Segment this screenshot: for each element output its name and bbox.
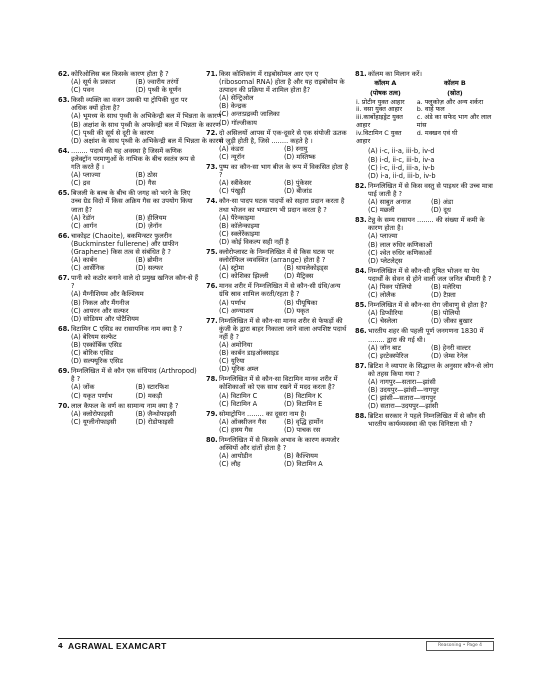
match-codes	[355, 147, 494, 179]
options	[58, 214, 200, 230]
option[interactable]: (C) यूरिया	[219, 357, 245, 366]
match-table	[355, 79, 494, 145]
question-text: ब्रिटिश ने व्यापार के सिद्धान्त के अनुसार कौन-से लोग को तहस किया गया ?	[368, 361, 494, 378]
option[interactable]: (D) मस्तिष्क	[284, 152, 316, 161]
options	[206, 299, 349, 315]
option[interactable]: (A) बेरियम सल्फेट	[71, 332, 117, 341]
option[interactable]: (A) स्ट्रोमा	[219, 264, 244, 273]
question-number: 86.	[355, 327, 367, 336]
page-footer	[58, 638, 494, 651]
match-a-3: iii.कार्बोहाइड्रेट युक्त आहार	[356, 113, 403, 130]
question-72	[206, 129, 349, 161]
option[interactable]: (D) i-a, ii-d, iii-b, iv-b	[368, 171, 436, 180]
options	[206, 452, 349, 468]
column-b-subheading: (स्रोत)	[447, 88, 463, 97]
question-text: निम्नलिखित में से किसके अभाव के कारण कमजोर अस्थियों और दांतों होता है ?	[219, 436, 340, 453]
option[interactable]: (D) टैफ़्ता	[431, 291, 456, 300]
option[interactable]: (B) हीलियम	[135, 213, 167, 222]
question-text: ब्रिटिश सरकार ने पहले निम्नलिखित में से कौन सी भारतीय कार्यव्यवस्था की एक विनिष्टता थी ?	[368, 412, 486, 429]
option[interactable]: (A) स्त्रीकेसर	[219, 179, 251, 188]
option[interactable]: (B) जैन्थोफाइसी	[135, 409, 177, 418]
option[interactable]: (A) साबुत अनाज	[368, 198, 411, 207]
question-text: बिजली के बल्ब के बीच की जगह को भरने के लिए उच्च ग्रेड विदो में किस अक्रिय गैस का उपयोग किया जाता है?	[71, 189, 193, 214]
question-78	[206, 375, 349, 407]
option[interactable]: (B) ज्वारीय तरंगों	[135, 78, 179, 87]
option[interactable]: (D) सल्फ्यूरिक एसिड	[71, 357, 123, 366]
question-text: किसी व्यक्ति का वजन उसकी या ट्रोपिकी धुरा पर अधिक क्यों होता है?	[71, 96, 188, 113]
option[interactable]: (D) पृथ्वी के घूर्णन	[135, 86, 182, 95]
question-number: 85.	[355, 301, 367, 310]
options	[355, 198, 494, 214]
question-text: भारतीय शहर की पहली पूर्ण जनगणना 1830 में ........ द्वारा की गई थी।	[368, 327, 484, 344]
option[interactable]: (C) बोरिक एसिड	[71, 349, 114, 358]
options	[355, 232, 494, 264]
option[interactable]: (D) ज़ेनॉन	[135, 221, 162, 230]
column-a-subheading: (पोषक तत्व)	[369, 88, 401, 97]
question-text: कौन-सा पादप घटक पादपों को सहारा प्रदान करता है तथा भोजन का भण्डारण भी प्रदान करता है ?	[219, 197, 345, 214]
question-number: 64.	[58, 146, 70, 155]
question-number: 71.	[206, 70, 218, 78]
question-text: सोमाट्रोपिन ........ का दूसरा नाम है।	[219, 409, 307, 418]
option[interactable]: (A) रेडॉन	[71, 213, 95, 222]
option[interactable]: (B) ब्रोमीन	[135, 256, 163, 265]
question-82	[355, 182, 494, 214]
option[interactable]: (C) पृथ्वी की सूर्य से दूरी के कारण	[71, 128, 154, 137]
option[interactable]: (D) विटामिन E	[284, 399, 323, 408]
page-number: 4	[58, 642, 63, 650]
options	[206, 341, 349, 373]
option[interactable]: (B) अक्षांश के साथ पृथ्वी के अपकेन्द्री बल में भिन्नता के कारण	[71, 120, 220, 129]
option[interactable]: (D) यूरिक अम्ल	[219, 365, 259, 374]
option[interactable]: (C) यकृत पर्णाभ	[71, 391, 113, 400]
option[interactable]: (D) सल्फर	[135, 264, 163, 273]
question-number: 88.	[355, 412, 367, 421]
column-3-questions	[355, 182, 494, 429]
option[interactable]: (C) मछली	[368, 206, 395, 215]
question-number: 87.	[355, 361, 367, 370]
question-text: मानव शरीर में निम्नलिखित में से कौन-सी ग्रंथि/अन्य ग्रंथि स्राव शामिल करती/रहता है ?	[219, 282, 341, 299]
option[interactable]: (D) सोडियम और पोटैशियम	[71, 314, 139, 323]
option[interactable]: (D) सतारा—उदयपुर—झांसी	[368, 402, 439, 411]
options	[206, 145, 349, 161]
option[interactable]: (D) बीजांड	[284, 187, 312, 196]
option[interactable]: (D) कोई विकल्प सही नहीं है	[219, 237, 289, 246]
question-text: क्लोरोप्लास्ट के निम्नलिखित में से किस घटक पर क्लोरोफिल व्यवस्थित (arrange) होता है ?	[219, 247, 334, 265]
option[interactable]: (B) हेनरी वाल्टर	[431, 343, 471, 352]
option[interactable]: (C) यूग्लीनोफाइसी	[71, 417, 117, 426]
question-71	[206, 70, 349, 127]
question-number: 70.	[58, 401, 70, 410]
option[interactable]: (A) प्लाज्मा	[368, 232, 398, 241]
question-86	[355, 327, 494, 359]
option[interactable]: (C) कोशिका झिल्ली	[219, 272, 269, 281]
question-number: 83.	[355, 216, 367, 225]
options	[206, 214, 349, 246]
options	[58, 256, 200, 272]
option[interactable]: (B) वृद्धि हार्मोन	[284, 417, 324, 426]
question-76	[206, 282, 349, 314]
question-66	[58, 232, 200, 272]
option[interactable]: (B) स्टारफिश	[135, 383, 169, 392]
question-number: 68.	[58, 324, 70, 333]
option[interactable]: (A) पिक्न पोलियो	[368, 282, 412, 291]
question-number: 76.	[206, 282, 218, 291]
match-a-2: ii. वसा युक्त आहार	[356, 105, 403, 114]
option[interactable]: (D) दूध	[431, 206, 451, 215]
option[interactable]: (A) i-c, ii-a, iii-b, iv-d	[368, 147, 435, 156]
option[interactable]: (A) क्लोरोफाइसी	[71, 409, 114, 418]
option[interactable]: (D) मकड़ी	[135, 391, 163, 400]
option[interactable]: (B) i-d, ii-c, iii-b, iv-a	[368, 155, 435, 164]
option[interactable]: (C) पवन	[71, 86, 94, 95]
question-number: 73.	[206, 163, 218, 172]
question-69	[58, 367, 200, 399]
question-number: 78.	[206, 375, 218, 384]
options	[58, 410, 200, 426]
option[interactable]: (C) अन्तःप्रद्रव्यी जालिका	[219, 110, 280, 119]
option[interactable]: (C) विटामिन A	[219, 399, 258, 408]
question-text: लाल कैफल के वर्ण का सामान्य नाम क्या है ?	[71, 401, 179, 410]
footer-stamp: Reasoning • Page 4	[426, 641, 494, 651]
question-number: 82.	[355, 181, 367, 190]
option[interactable]: (C) द्रव	[71, 179, 91, 188]
option[interactable]: (A) पर्णाभ	[219, 298, 246, 307]
option[interactable]: (A) जोंक	[71, 383, 95, 392]
match-b-2: b. वाहे फल	[416, 105, 445, 114]
question-text: निम्नलिखित में से कौन-सा विटामिन मानव शरीर में कोशिकाओं को एक साथ रखने में मदद करता है?	[219, 375, 338, 392]
option[interactable]: (B) विटामिन K	[284, 391, 322, 400]
option[interactable]: (D) रोडोफाइसी	[135, 417, 174, 426]
question-text: विटामिन C एसिड का रासायनिक नाम क्या है ?	[71, 324, 183, 333]
option[interactable]: (C) आर्सेनिक	[71, 264, 105, 273]
question-text: निम्नलिखित में से कौन-सा रोग जीवाणु से होता है?	[368, 301, 488, 310]
option[interactable]: (B) एस्कॉर्बिक एसिड	[71, 341, 122, 349]
option[interactable]: (A) अमोनिया	[219, 341, 253, 349]
question-text: निम्नलिखित में से कौन-सी दूषित भोजन या पेय पदार्थों के सेवन से होने वाली जल जनित बीमारी है ?	[368, 266, 492, 283]
options	[58, 333, 200, 365]
match-b-3: c. अंडे का सफेद भाग और लाल मांस	[416, 113, 492, 130]
option[interactable]: (C) श्वेत रुधिर कणिकाओं	[368, 248, 432, 257]
question-67	[58, 274, 200, 323]
question-62	[58, 70, 200, 94]
question-81	[355, 70, 494, 180]
option[interactable]: (A) मैग्नीशियम और कैल्शियम	[71, 290, 144, 299]
question-number: 75.	[206, 247, 218, 256]
options	[58, 171, 200, 187]
option[interactable]: (C) इरटेक्स्पेरिज	[368, 351, 409, 360]
question-84	[355, 267, 494, 299]
question-70	[58, 402, 200, 426]
options	[206, 179, 349, 195]
question-64	[58, 147, 200, 187]
question-text: पुष्प का कौन-सा भाग बीज के रूप में विकसित होता है ?	[219, 163, 349, 180]
question-text: चाकोइट (Chaoite), बकमिन्स्टर फुलरीन (Buckminster fullerene) और ग्राफीन (Graphene) किस तत्व से संबंधित है ?	[71, 231, 179, 256]
question-65	[58, 189, 200, 229]
question-page	[58, 70, 494, 630]
options	[355, 378, 494, 410]
option[interactable]: (B) मलेरिया	[431, 282, 462, 291]
question-text: कॉलम का मिलान करें।	[368, 70, 422, 78]
match-a-1: i. प्रोटीन युक्त आहार	[356, 97, 405, 106]
option[interactable]: (D) जेम्स रेनेल	[431, 351, 468, 360]
question-number: 77.	[206, 316, 218, 325]
option[interactable]: (C) पंखुड़ी	[219, 187, 246, 196]
options	[355, 344, 494, 360]
option[interactable]: (D) गॉल्जीकाय	[219, 118, 257, 127]
question-number: 63.	[58, 96, 70, 105]
option[interactable]: (D) यकृत	[284, 306, 309, 315]
options	[355, 309, 494, 325]
question-85	[355, 301, 494, 325]
question-number: 67.	[58, 274, 70, 283]
options	[355, 283, 494, 299]
option[interactable]: (B) पीयूषिका	[284, 298, 318, 307]
match-a-4: iv.विटामिन C युक्त आहार	[356, 128, 402, 145]
question-73	[206, 163, 349, 195]
option[interactable]: (D) गैस	[135, 179, 156, 188]
option[interactable]: (C) लौह	[219, 460, 241, 469]
column-a-heading: कॉलम A	[374, 79, 397, 88]
option[interactable]: (B) कैल्शियम	[284, 452, 318, 461]
column-2	[206, 70, 349, 630]
column-b-heading: कॉलम B	[443, 79, 466, 88]
match-b-1: a. फ्लूकोज़ और अन्य शर्करा	[416, 97, 484, 106]
options	[206, 264, 349, 280]
question-number: 72.	[206, 128, 218, 137]
match-b-4: d. मक्खन एवं घी	[416, 128, 458, 137]
option[interactable]: (D) जीका बुखार	[431, 317, 473, 326]
option[interactable]: (C) आयरन और सल्फर	[71, 306, 129, 315]
option[interactable]: (A) भूमध्य के साथ पृथ्वी के अभिकेन्द्री बल में भिन्नता के कारण	[71, 112, 222, 121]
question-number: 66.	[58, 231, 70, 240]
option[interactable]: (D) अक्षांश के साथ पृथ्वी के अभिकेन्द्री बल में भिन्नता के कारण	[71, 136, 224, 145]
question-number: 81.	[355, 70, 367, 78]
brand-logo: AGRAWAL EXAMCART	[68, 641, 167, 651]
question-text: टेन्नु के सम्य रासायन ........ की संख्या में कमी के कारण होता है।	[368, 216, 485, 233]
question-text: निम्नलिखित में से कौन एक संधिपाद (Arthropod) है ?	[71, 367, 197, 384]
option[interactable]: (B) कार्बन डाइऑक्साइड	[219, 349, 279, 358]
option[interactable]: (A) आयोडीन	[219, 452, 252, 461]
option[interactable]: (D) प्लेटलेट्स	[368, 256, 403, 265]
question-text: निम्नलिखित में से किस वस्तु से पाइथर की उच्च मात्रा पाई जाती है ?	[368, 181, 493, 198]
column-3	[355, 70, 494, 630]
options	[206, 392, 349, 408]
options	[58, 290, 200, 322]
option[interactable]: (A) नागपुर—सतारा—झांसी	[368, 378, 436, 386]
option[interactable]: (A) ऑक्सीजन गैस	[219, 417, 267, 426]
question-77	[206, 317, 349, 374]
option[interactable]: (B) थायलेकोइड्स	[284, 264, 328, 273]
option[interactable]: (A) कार्बन	[71, 256, 97, 265]
option[interactable]: (B) निकल और मैंगनीज	[71, 298, 130, 307]
option[interactable]: (B) पोलियो	[431, 309, 460, 318]
option[interactable]: (B) लाल रुधिर कणिकाओं	[368, 240, 433, 249]
option[interactable]: (A) कंडरा	[219, 144, 244, 153]
question-text: कोरिओलिस बल किसके कारण होता है ?	[71, 70, 169, 78]
options	[206, 94, 349, 126]
options	[58, 78, 200, 94]
option[interactable]: (C) स्क्लेरेंकाइमा	[219, 229, 260, 238]
option[interactable]: (B) ठोस	[135, 171, 158, 180]
option[interactable]: (A) प्लाज्मा	[71, 171, 101, 180]
question-text: किस कोशिकांग में राइबोसोमल आर एन ए (ribosomal RNA) होता है और यह राइबोसोम के उत्पादन की प्रक्रिया में शामिल होता है?	[219, 70, 345, 95]
question-text: दो असिलयों आपस में एक-दूसरे से एक संयोजी ऊतक से जुड़ी होती है, जिसे ........ कहते है ।	[219, 128, 347, 145]
option[interactable]: (A) जॉन बाट	[368, 343, 401, 352]
option[interactable]: (C) न्यूरॉन	[219, 152, 245, 161]
question-number: 74.	[206, 197, 218, 206]
question-75	[206, 248, 349, 280]
question-text: निम्नलिखित में से कौन-सा मानव शरीर से फेफड़ों की कुंजी के द्वारा बाहर निकाला जाने वाला अपशिष्ट पदार्थ नहीं है ?	[219, 316, 347, 341]
question-number: 69.	[58, 367, 70, 376]
options	[58, 383, 200, 399]
options	[206, 418, 349, 434]
question-text: पानी को कठोर बनाने वाले दो प्रमुख खनिज कौन-से हैं ?	[71, 274, 199, 291]
question-number: 65.	[58, 189, 70, 198]
option[interactable]: (A) डिप्थीरिया	[368, 309, 403, 318]
question-number: 79.	[206, 409, 218, 418]
option[interactable]: (B) उदयपुर—झांसी—नागपुर	[368, 386, 439, 395]
question-80	[206, 436, 349, 468]
option[interactable]: (C) आर्गन	[71, 221, 97, 230]
option[interactable]: (C) हास्य गैस	[219, 425, 253, 434]
question-number: 62.	[58, 70, 70, 78]
option[interactable]: (B) पुंकेसर	[284, 179, 312, 188]
question-number: 84.	[355, 266, 367, 275]
option[interactable]: (C) चेस्लेला	[368, 317, 398, 326]
question-text: ........ पदार्थ की यह अवस्था है जिसमें कणिक इलेक्ट्रॉन परमाणुओं के नाभिक के बीच स्वतंत्र रूप से गति करते हैं ।	[71, 146, 195, 172]
option[interactable]: (D) पाचक रस	[284, 425, 321, 434]
question-87	[355, 362, 494, 411]
option[interactable]: (C) झांसी—सतारा—नागपुर	[368, 394, 436, 403]
question-79	[206, 410, 349, 434]
option[interactable]: (C) लोलैक	[368, 291, 396, 300]
option[interactable]: (A) विटामिन C	[219, 391, 258, 400]
question-74	[206, 197, 349, 246]
option[interactable]: (B) अंडा	[431, 198, 454, 207]
question-68	[58, 325, 200, 365]
question-number: 80.	[206, 436, 218, 445]
option[interactable]: (B) स्नायु	[284, 144, 308, 153]
option[interactable]: (D) मैट्रिक्स	[284, 272, 314, 281]
option[interactable]: (A) सेन्ट्रिओल	[219, 94, 254, 103]
option[interactable]: (C) अग्न्याशय	[219, 306, 254, 315]
option[interactable]: (D) विटामिन A	[284, 460, 323, 469]
option[interactable]: (B) कॉलेन्काइमा	[219, 221, 260, 230]
question-88	[355, 412, 494, 428]
option[interactable]: (A) पैरेन्काइमा	[219, 213, 255, 222]
question-83	[355, 216, 494, 265]
option[interactable]: (A) सूर्य के प्रकाश	[71, 78, 116, 87]
option[interactable]: (C) i-c, ii-d, iii-a, iv-b	[368, 163, 435, 172]
option[interactable]: (B) केन्द्रक	[219, 102, 247, 111]
